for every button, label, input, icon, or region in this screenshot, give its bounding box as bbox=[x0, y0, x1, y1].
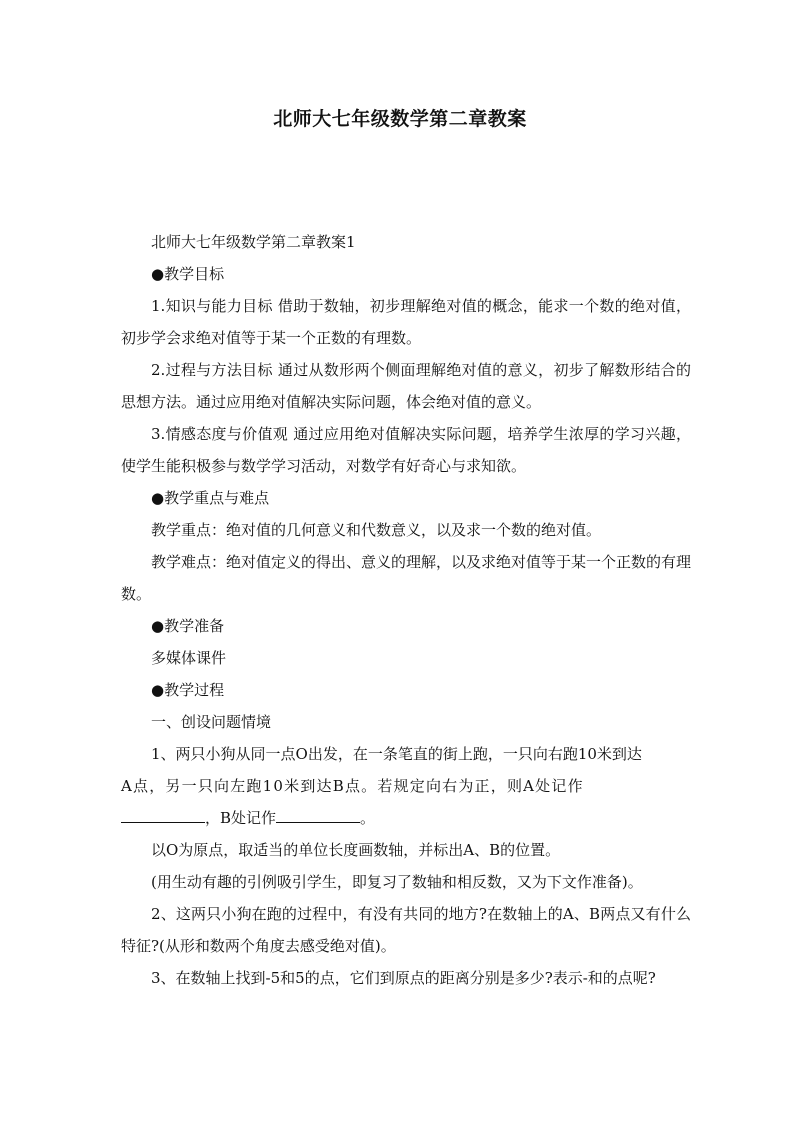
key-point: 教学重点：绝对值的几何意义和代数意义，以及求一个数的绝对值。 bbox=[151, 521, 602, 539]
prep-text: 多媒体课件 bbox=[151, 649, 227, 667]
question-1-line-2: A点，另一只向左跑10米到达B点。若规定向右为正，则A处记作 bbox=[121, 777, 584, 795]
lesson-subtitle: 北师大七年级数学第二章教案1 bbox=[151, 233, 356, 251]
question-2: 2、这两只小狗在跑的过程中，有没有共同的地方?在数轴上的A、B两点又有什么特征?(从形和数两个角度去感受绝对值)。 bbox=[121, 905, 691, 955]
answer-blank-a bbox=[121, 806, 205, 823]
question-1-followup: 以O为原点，取适当的单位长度画数轴，并标出A、B的位置。 bbox=[151, 841, 561, 859]
prep-heading: ●教学准备 bbox=[151, 617, 225, 635]
difficulty-point: 教学难点：绝对值定义的得出、意义的理解，以及求绝对值等于某一个正数的有理数。 bbox=[121, 553, 692, 603]
goals-heading: ●教学目标 bbox=[151, 265, 225, 283]
question-1-note: (用生动有趣的引例吸引学生，即复习了数轴和相反数，又为下文作准备)。 bbox=[151, 873, 643, 891]
question-1-line-3 bbox=[121, 802, 691, 834]
goal-process: 2.过程与方法目标 通过从数形两个侧面理解绝对值的意义，初步了解数形结合的思想方法。通过应用绝对值解决实际问题，体会绝对值的意义。 bbox=[121, 361, 691, 411]
question-1-mid: ，B处记作 bbox=[205, 809, 277, 827]
goal-knowledge: 1.知识与能力目标 借助于数轴，初步理解绝对值的概念，能求一个数的绝对值，初步学会求绝对值等于某一个正数的有理数。 bbox=[121, 297, 691, 347]
goal-attitude: 3.情感态度与价值观 通过应用绝对值解决实际问题，培养学生浓厚的学习兴趣，使学生能积极参与数学学习活动，对数学有好奇心与求知欲。 bbox=[121, 425, 691, 475]
question-1-end: 。 bbox=[360, 809, 376, 827]
document-body bbox=[121, 226, 691, 994]
question-3: 3、在数轴上找到-5和5的点，它们到原点的距离分别是多少?表示-和的点呢? bbox=[151, 969, 656, 987]
keypoints-heading: ●教学重点与难点 bbox=[151, 489, 270, 507]
document-title: 北师大七年级数学第二章教案 bbox=[273, 108, 527, 130]
question-1-line-1: 1、两只小狗从同一点O出发，在一条笔直的街上跑，一只向右跑10米到达 bbox=[151, 745, 642, 763]
process-heading: ●教学过程 bbox=[151, 681, 225, 699]
step1-heading: 一、创设问题情境 bbox=[151, 713, 272, 731]
answer-blank-b bbox=[276, 806, 360, 823]
